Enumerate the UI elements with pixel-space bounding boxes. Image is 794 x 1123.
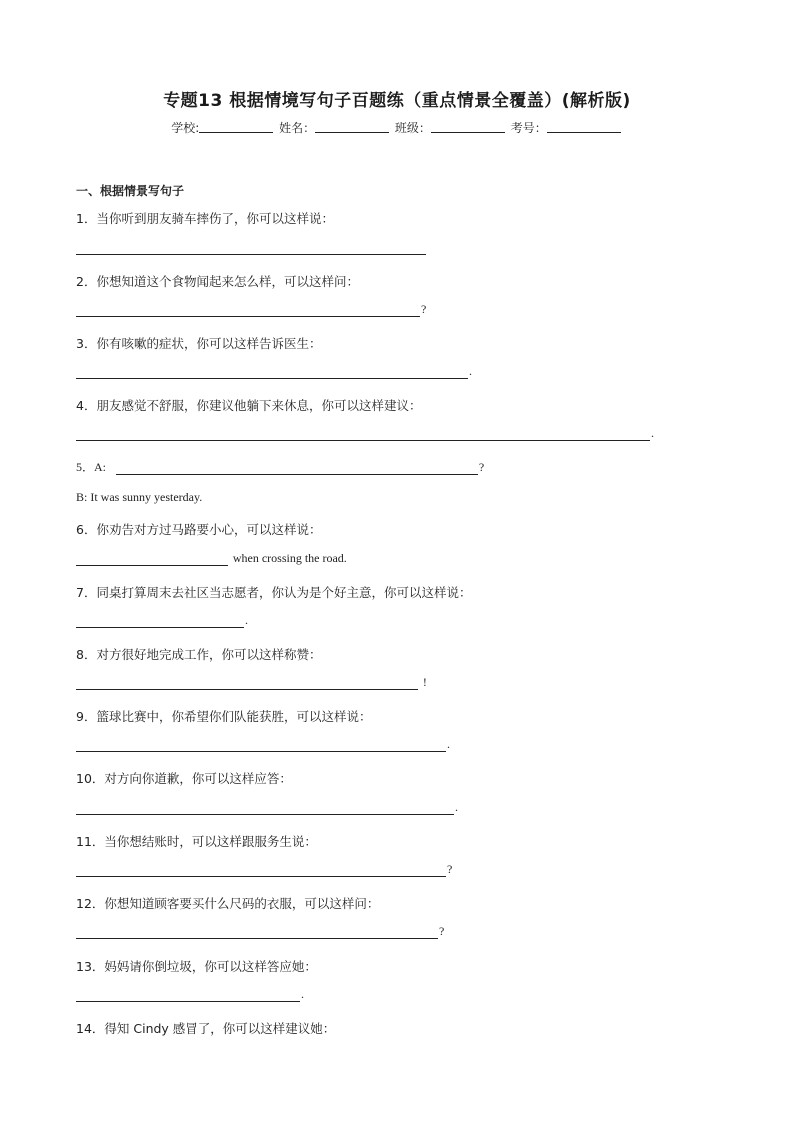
class-label: 班级： [394, 121, 431, 135]
answer-tail: ? [447, 862, 453, 876]
question-9-answer [76, 737, 450, 753]
question-8-prompt: 8．对方很好地完成工作，你可以这样称赞： [76, 647, 322, 662]
question-13-prompt: 13．妈妈请你倒垃圾，你可以这样答应她： [76, 959, 317, 974]
question-2-answer [76, 302, 426, 318]
answer-blank[interactable] [116, 460, 478, 475]
answer-blank[interactable] [76, 800, 454, 815]
answer-blank[interactable] [76, 924, 438, 939]
question-13-answer [76, 987, 304, 1003]
answer-tail: ? [439, 924, 445, 938]
answer-blank[interactable] [76, 675, 418, 690]
question-2-prompt: 2．你想知道这个食物闻起来怎么样，可以这样问： [76, 274, 359, 289]
class-field[interactable] [431, 120, 505, 133]
name-label: 姓名： [279, 121, 316, 135]
answer-tail: ? [421, 302, 427, 316]
answer-blank[interactable] [76, 987, 300, 1002]
answer-tail: . [455, 800, 458, 814]
answer-blank[interactable] [76, 240, 426, 255]
question-1-answer [76, 240, 426, 256]
question-12-prompt: 12．你想知道顾客要买什么尺码的衣服，可以这样问： [76, 896, 380, 911]
question-4-prompt: 4．朋友感觉不舒服，你建议他躺下来休息，你可以这样建议： [76, 398, 422, 413]
school-label: 学校: [171, 121, 200, 135]
answer-blank[interactable] [76, 302, 420, 317]
answer-blank[interactable] [76, 737, 446, 752]
answer-tail: ? [478, 460, 485, 474]
exam-number-label: 考号： [510, 121, 547, 135]
question-6-answer [76, 551, 347, 567]
question-10-answer [76, 800, 458, 816]
answer-tail: . [301, 987, 304, 1001]
exam-number-field[interactable] [547, 120, 621, 133]
answer-tail: ! [422, 675, 427, 689]
answer-tail: . [447, 737, 450, 751]
question-9-prompt: 9．篮球比赛中，你希望你们队能获胜，可以这样说： [76, 709, 372, 724]
question-14-prompt: 14．得知 Cindy 感冒了，你可以这样建议她： [76, 1021, 336, 1036]
question-3-prompt: 3．你有咳嗽的症状，你可以这样告诉医生： [76, 336, 322, 351]
school-field[interactable] [199, 120, 273, 133]
question-6-prompt: 6．你劝告对方过马路要小心，可以这样说： [76, 522, 322, 537]
answer-blank[interactable] [76, 613, 244, 628]
student-info-row [0, 119, 794, 136]
answer-blank[interactable] [76, 551, 228, 566]
answer-blank[interactable] [76, 862, 446, 877]
question-3-answer [76, 364, 472, 380]
question-7-answer [76, 613, 248, 629]
question-5-reply: B: It was sunny yesterday. [76, 490, 203, 504]
answer-tail: . [469, 364, 472, 378]
name-field[interactable] [315, 120, 389, 133]
question-11-answer [76, 862, 452, 878]
answer-blank[interactable] [76, 426, 650, 441]
question-4-answer [76, 426, 654, 442]
question-8-answer [76, 675, 427, 691]
answer-tail: . [245, 613, 248, 627]
question-5-prompt: 5．A: [76, 460, 107, 474]
answer-tail: when crossing the road. [232, 551, 347, 565]
answer-tail: . [651, 426, 654, 440]
page-title: 专题13 根据情境写句子百题练（重点情景全覆盖）(解析版) [163, 91, 631, 111]
question-10-prompt: 10．对方向你道歉，你可以这样应答： [76, 771, 292, 786]
question-5-answer [76, 458, 484, 474]
answer-blank[interactable] [76, 364, 468, 379]
question-11-prompt: 11．当你想结账时，可以这样跟服务生说： [76, 834, 317, 849]
question-1-prompt: 1．当你听到朋友骑车摔伤了，你可以这样说： [76, 211, 334, 226]
question-7-prompt: 7．同桌打算周末去社区当志愿者，你认为是个好主意，你可以这样说： [76, 585, 472, 600]
section-title: 一、根据情景写句子 [76, 184, 185, 198]
question-12-answer [76, 924, 444, 940]
